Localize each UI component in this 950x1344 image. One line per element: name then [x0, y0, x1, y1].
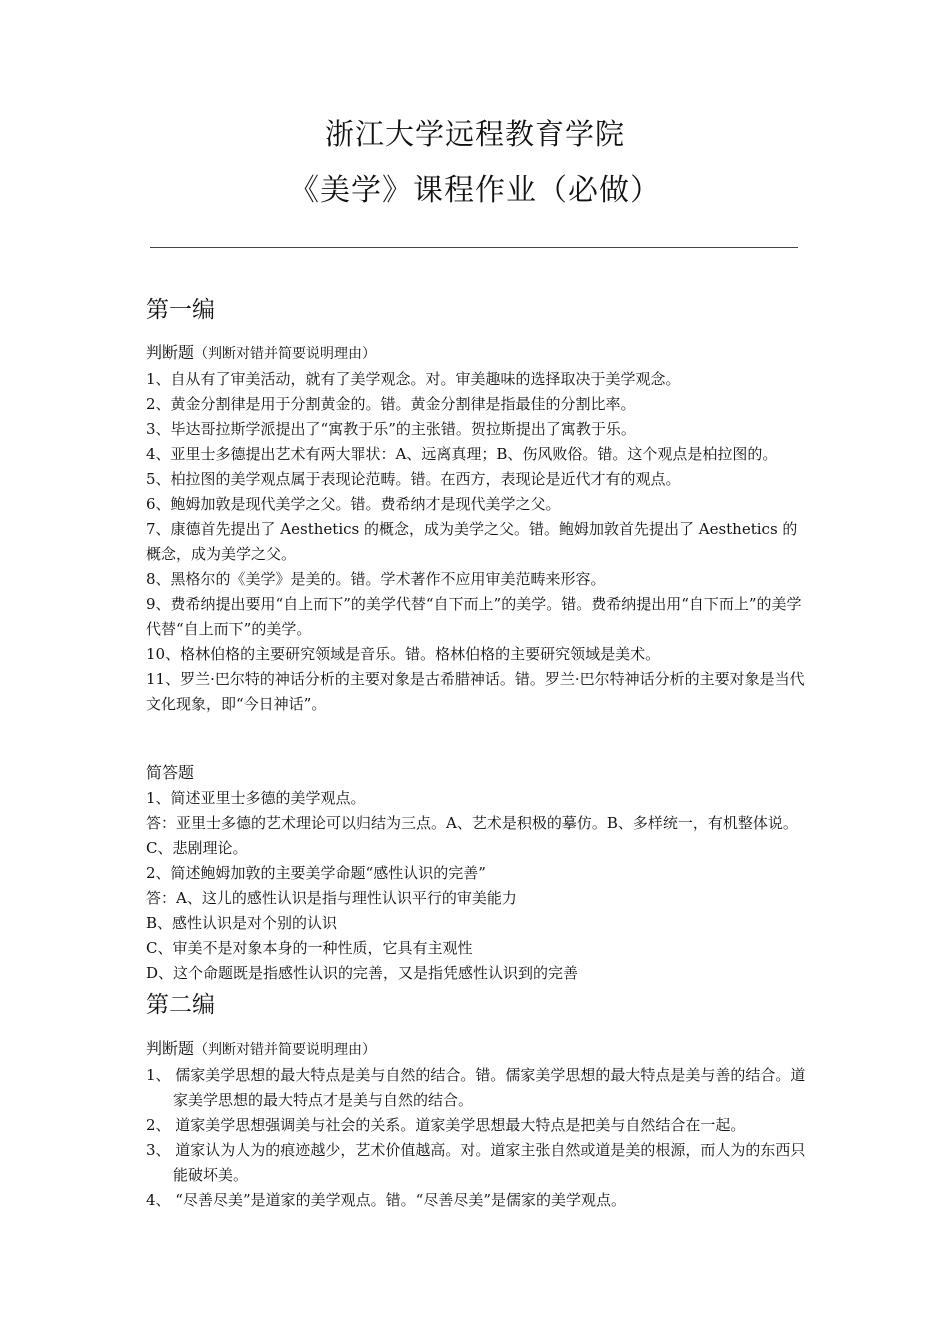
- part1-section: [146, 295, 808, 325]
- list-item: 8、黑格尔的《美学》是美的。错。学术著作不应用审美范畴来形容。: [146, 570, 606, 588]
- list-item: 2、黄金分割律是用于分割黄金的。错。黄金分割律是指最佳的分割比率。: [146, 395, 636, 413]
- part1-judge-label: [146, 340, 808, 367]
- list-item: D、这个命题既是指感性认识的完善，又是指凭感性认识到的完善: [146, 964, 579, 982]
- list-item: 1、简述亚里士多德的美学观点。: [146, 789, 366, 807]
- list-item: 3、 道家认为人为的痕迹越少，艺术价值越高。对。道家主张自然或道是美的根源，而人为的东西只能破坏美。: [146, 1141, 806, 1184]
- list-item: 7、康德首先提出了 Aesthetics 的概念，成为美学之父。错。鲍姆加敦首先提出了 Aesthetics 的概念，成为美学之父。: [146, 520, 798, 563]
- part1-short-label: 简答题: [146, 763, 195, 782]
- judge-label-text: 判断题: [146, 1039, 195, 1058]
- list-item: 11、罗兰·巴尔特的神话分析的主要对象是古希腊神话。错。罗兰·巴尔特神话分析的主要对象是当代文化现象，即“今日神话”。: [146, 670, 805, 713]
- part2-heading: 第二编: [146, 992, 215, 1018]
- list-item: 2、简述鲍姆加敦的主要美学命题“感性认识的完善”: [146, 864, 486, 882]
- list-item: 5、柏拉图的美学观点属于表现论范畴。错。在西方，表现论是近代才有的观点。: [146, 470, 681, 488]
- part1-short-section: [146, 760, 808, 986]
- judge-label-note: （判断对错并简要说明理由）: [194, 346, 377, 362]
- part2-judge-section: [146, 1036, 808, 1213]
- list-item: 1、自从有了审美活动，就有了美学观念。对。审美趣味的选择取决于美学观念。: [146, 370, 681, 388]
- list-item: 9、费希纳提出要用“自上而下”的美学代替“自下而上”的美学。错。费希纳提出用“自下而上”的美学代替“自上而下”的美学。: [146, 595, 802, 638]
- list-item: 2、 道家美学思想强调美与社会的关系。道家美学思想最大特点是把美与自然结合在一起。: [146, 1116, 746, 1134]
- list-item: 1、 儒家美学思想的最大特点是美与自然的结合。错。儒家美学思想的最大特点是美与善的结合。道家美学思想的最大特点才是美与自然的结合。: [146, 1066, 806, 1109]
- document-subtitle: 《美学》课程作业（必做）: [289, 173, 661, 208]
- list-item: 10、格林伯格的主要研究领域是音乐。错。格林伯格的主要研究领域是美术。: [146, 645, 661, 663]
- part1-judge-section: [146, 340, 808, 717]
- list-item: 答：A、这儿的感性认识是指与理性认识平行的审美能力: [146, 889, 517, 907]
- judge-label-note: （判断对错并简要说明理由）: [194, 1042, 377, 1058]
- document-title: 浙江大学远程教育学院: [324, 117, 625, 151]
- list-item: 4、 “尽善尽美”是道家的美学观点。错。“尽善尽美”是儒家的美学观点。: [146, 1191, 626, 1209]
- list-item: 答：亚里士多德的艺术理论可以归结为三点。A、艺术是积极的摹仿。B、多样统一，有机整体说。C、悲剧理论。: [146, 814, 798, 857]
- part2-judge-label: [146, 1036, 808, 1063]
- part1-heading: 第一编: [146, 297, 215, 323]
- list-item: 3、毕达哥拉斯学派提出了“寓教于乐”的主张错。贺拉斯提出了寓教于乐。: [146, 420, 636, 438]
- judge-label-text: 判断题: [146, 343, 195, 362]
- list-item: 4、亚里士多德提出艺术有两大罪状：A、远离真理；B、伤风败俗。错。这个观点是柏拉图的。: [146, 445, 778, 463]
- list-item: C、审美不是对象本身的一种性质，它具有主观性: [146, 939, 473, 957]
- list-item: 6、鲍姆加敦是现代美学之父。错。费希纳才是现代美学之父。: [146, 495, 561, 513]
- divider-line: [150, 247, 798, 248]
- list-item: B、感性认识是对个别的认识: [146, 914, 338, 932]
- part2-section: [146, 990, 808, 1020]
